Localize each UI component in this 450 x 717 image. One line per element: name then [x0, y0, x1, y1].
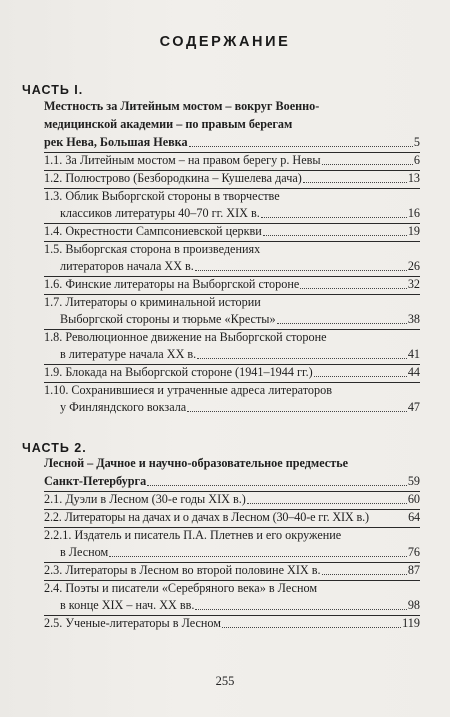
- toc-entry-1-5-cont: литераторов начала XX в. 26: [60, 259, 420, 273]
- part-1-heading-line-3: рек Нева, Большая Невка 5: [44, 135, 420, 149]
- toc-entry-1-1: 1.1. За Литейным мостом – на правом берегу р. Невы 6: [44, 153, 420, 167]
- toc-entry-2-1: 2.1. Дуэли в Лесном (30-е годы XIX в.) 60: [44, 492, 420, 506]
- page-ref: 32: [407, 277, 420, 291]
- toc-entry-2-4: 2.4. Поэты и писатели «Серебряного века» в Лесном: [44, 581, 318, 595]
- toc-entry-1-10: 1.10. Сохранившиеся и утраченные адреса литераторов: [44, 383, 332, 397]
- toc-entry-1-8-cont: в литературе начала XX в. 41: [60, 347, 420, 361]
- page-number: 255: [215, 674, 235, 688]
- toc-entry-2-5: 2.5. Ученые-литераторы в Лесном 119: [44, 616, 420, 630]
- part-2-heading-line-1: Лесной – Дачное и научно-образовательное предместье: [44, 456, 349, 470]
- part-2-label: ЧАСТЬ 2.: [22, 441, 87, 455]
- part-1-heading-line-1: Местность за Литейным мостом – вокруг Военно-: [44, 99, 320, 113]
- page-ref: 47: [407, 400, 420, 414]
- toc-entry-2-2: 2.2. Литераторы на дачах и о дачах в Лесном (30–40-е гг. XIX в.) 64: [44, 510, 420, 524]
- toc-entry-1-6: 1.6. Финские литераторы на Выборгской стороне 32: [44, 277, 420, 291]
- toc-entry-1-5: 1.5. Выборгская сторона в произведениях: [44, 242, 261, 256]
- toc-entry-1-9: 1.9. Блокада на Выборгской стороне (1941–1944 гг.) 44: [44, 365, 420, 379]
- page-ref: 41: [407, 347, 420, 361]
- part-1-heading-line-2: медицинской академии – по правым берегам: [44, 117, 293, 131]
- page-ref: 16: [407, 206, 420, 220]
- toc-entry-1-3-cont: классиков литературы 40–70 гг. XIX в. 16: [60, 206, 420, 220]
- toc-entry-1-3: 1.3. Облик Выборгской стороны в творчестве: [44, 189, 280, 203]
- toc-entry-1-2: 1.2. Полюстрово (Безбородкина – Кушелева дача) 13: [44, 171, 420, 185]
- page-ref: 87: [407, 563, 420, 577]
- part-2-heading-line-2: Санкт-Петербурга 59: [44, 474, 420, 488]
- toc-entry-1-7: 1.7. Литераторы о криминальной истории: [44, 295, 261, 309]
- toc-entry-2-2-1: 2.2.1. Издатель и писатель П.А. Плетнев и его окружение: [44, 528, 342, 542]
- page-ref: 44: [407, 365, 420, 379]
- page-ref: 76: [407, 545, 420, 559]
- part-1-label: ЧАСТЬ I.: [22, 83, 84, 97]
- toc-entry-1-8: 1.8. Революционное движение на Выборгской стороне: [44, 330, 327, 344]
- page-ref: 19: [407, 224, 420, 238]
- page-ref: 119: [402, 616, 420, 630]
- toc-entry-2-2-1-cont: в Лесном 76: [60, 545, 420, 559]
- page-ref: 13: [407, 171, 420, 185]
- toc-entry-2-3: 2.3. Литераторы в Лесном во второй половине XIX в. 87: [44, 563, 420, 577]
- toc-entry-1-7-cont: Выборгской стороны и тюрьме «Кресты» 38: [60, 312, 420, 326]
- toc-entry-1-10-cont: у Финляндского вокзала 47: [60, 400, 420, 414]
- toc-entry-1-4: 1.4. Окрестности Сампсониевской церкви 19: [44, 224, 420, 238]
- page-ref: 5: [413, 135, 420, 149]
- page-ref: 6: [413, 153, 420, 167]
- toc-entry-2-4-cont: в конце XIX – нач. XX вв. 98: [60, 598, 420, 612]
- page-ref: 60: [407, 492, 420, 506]
- page-ref: 64: [408, 510, 420, 524]
- page-ref: 98: [407, 598, 420, 612]
- page-ref: 59: [407, 474, 420, 488]
- page-ref: 38: [407, 312, 420, 326]
- page-title: СОДЕРЖАНИЕ: [159, 34, 291, 50]
- page-ref: 26: [407, 259, 420, 273]
